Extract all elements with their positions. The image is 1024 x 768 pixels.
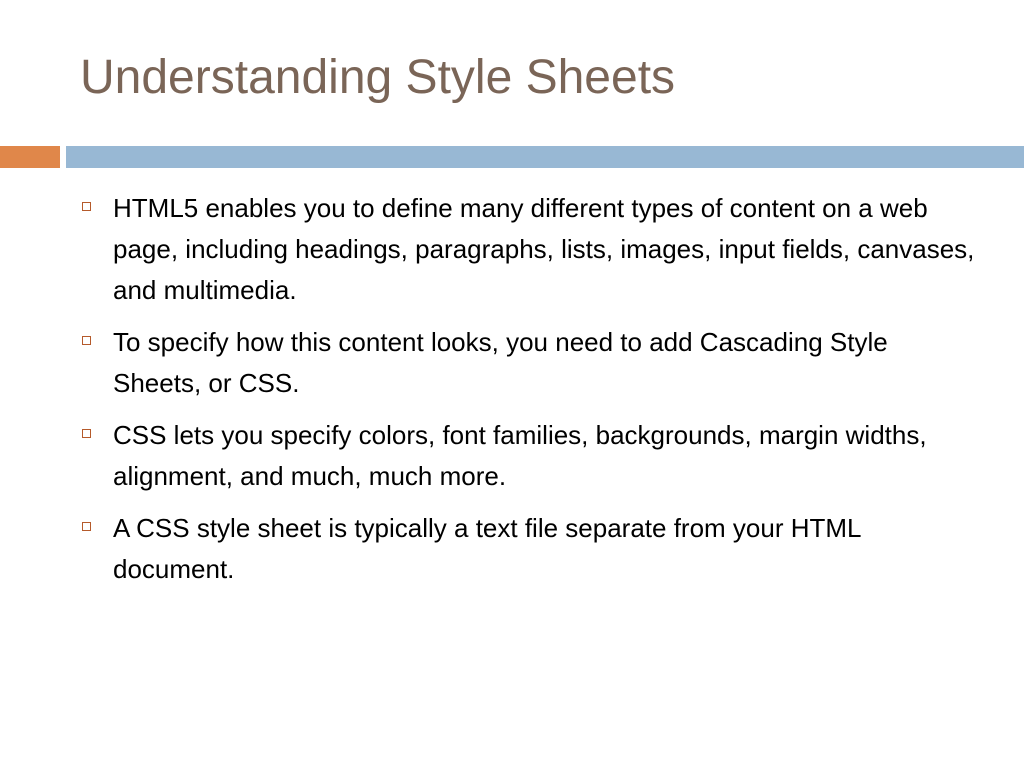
slide-title: Understanding Style Sheets xyxy=(80,51,676,104)
hollow-square-bullet-icon xyxy=(82,202,91,211)
accent-bar-blue xyxy=(66,146,1024,168)
bullet-text: A CSS style sheet is typically a text file separate from your HTML document. xyxy=(113,513,861,584)
bullet-text: CSS lets you specify colors, font families, backgrounds, margin widths, alignment, and much, much more. xyxy=(113,420,927,491)
hollow-square-bullet-icon xyxy=(82,336,91,345)
bullet-text: To specify how this content looks, you need to add Cascading Style Sheets, or CSS. xyxy=(113,327,888,398)
bullet-text: HTML5 enables you to define many different types of content on a web page, including headings, paragraphs, lists, images, input fields, canvases, and multimedia. xyxy=(113,193,975,305)
bullet-item xyxy=(82,508,982,590)
bullet-item xyxy=(82,188,982,311)
accent-bar-orange xyxy=(0,146,60,168)
bullet-item xyxy=(82,415,982,497)
bullet-list xyxy=(82,188,982,601)
bullet-item xyxy=(82,322,982,404)
hollow-square-bullet-icon xyxy=(82,429,91,438)
hollow-square-bullet-icon xyxy=(82,522,91,531)
